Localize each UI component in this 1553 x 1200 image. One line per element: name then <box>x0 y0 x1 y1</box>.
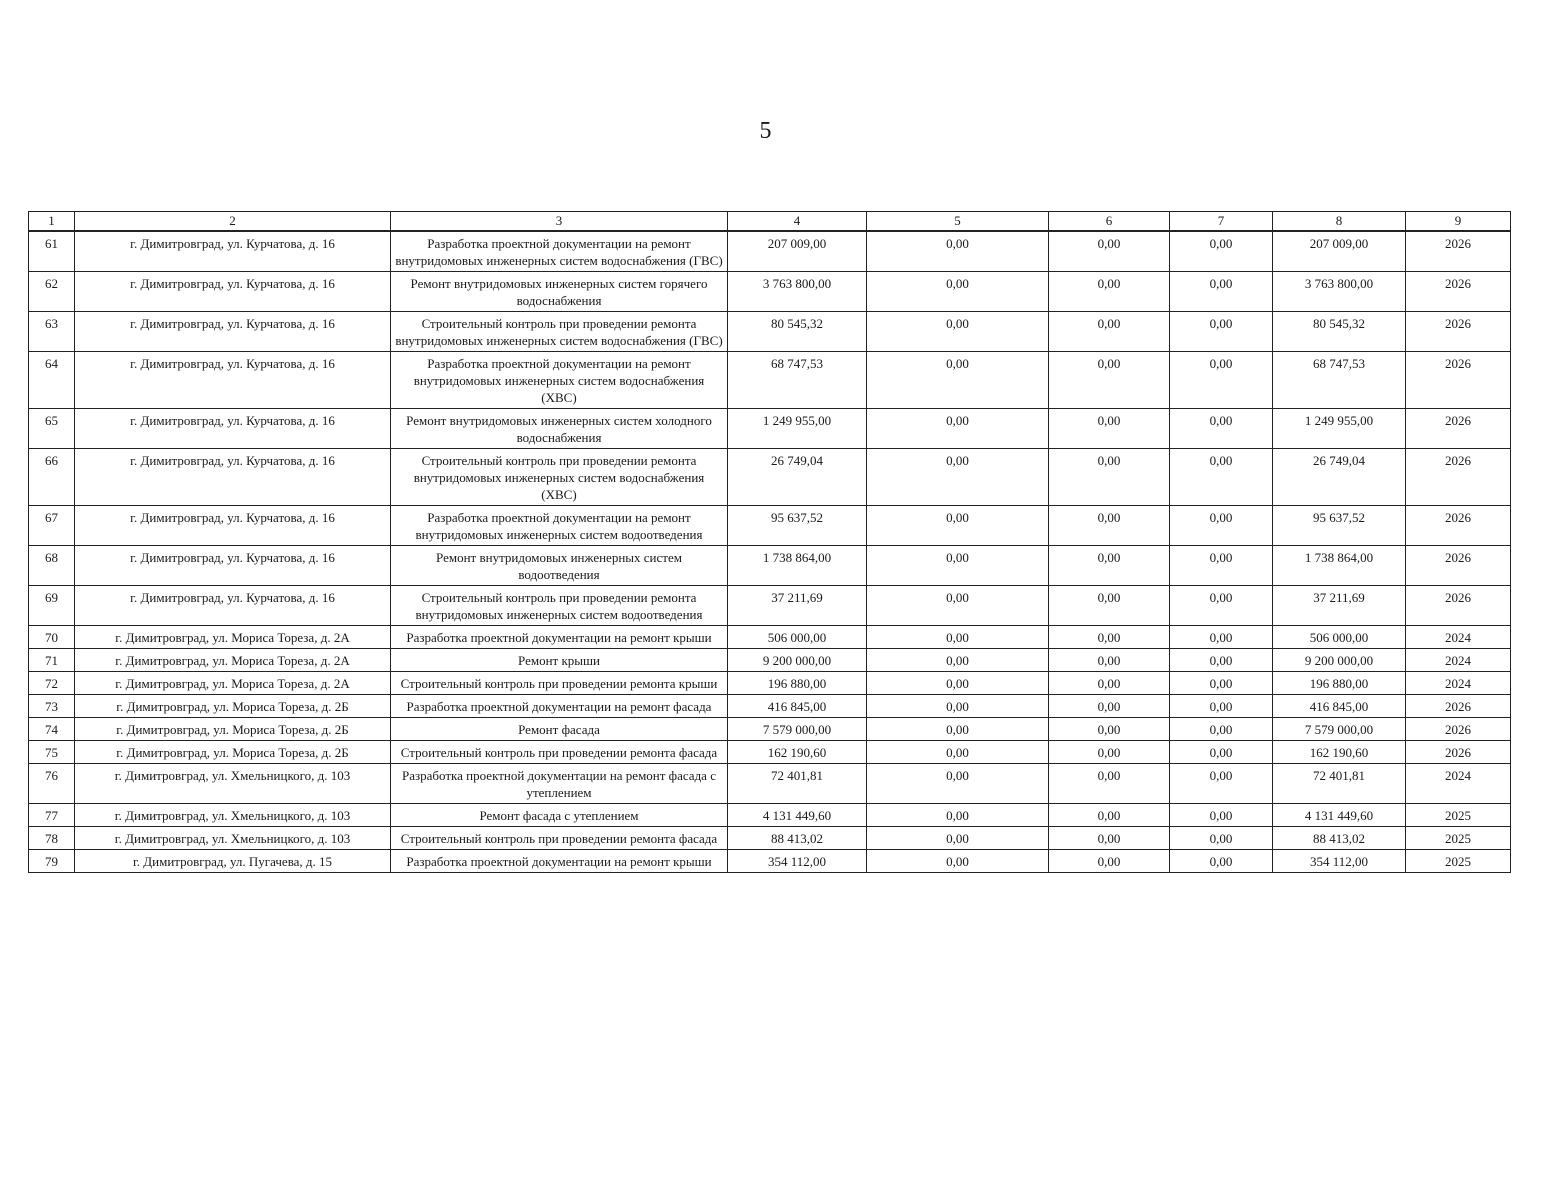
amount-cell: 7 579 000,00 <box>1273 718 1406 741</box>
address-cell: г. Димитровград, ул. Курчатова, д. 16 <box>75 231 391 272</box>
amount-cell: 0,00 <box>1170 695 1273 718</box>
amount-cell: 80 545,32 <box>1273 312 1406 352</box>
row-number: 63 <box>29 312 75 352</box>
year-cell: 2024 <box>1406 672 1511 695</box>
amount-cell: 0,00 <box>867 449 1049 506</box>
amount-cell: 0,00 <box>867 741 1049 764</box>
amount-cell: 3 763 800,00 <box>1273 272 1406 312</box>
amount-cell: 0,00 <box>1049 804 1170 827</box>
amount-cell: 1 738 864,00 <box>728 546 867 586</box>
year-cell: 2026 <box>1406 352 1511 409</box>
amount-cell: 88 413,02 <box>1273 827 1406 850</box>
work-description-cell: Разработка проектной документации на ремонт внутридомовых инженерных систем водоснабжения (ХВС) <box>391 352 728 409</box>
amount-cell: 0,00 <box>1049 449 1170 506</box>
work-description-cell: Строительный контроль при проведении ремонта внутридомовых инженерных систем водоснабжения (ГВС) <box>391 312 728 352</box>
amount-cell: 9 200 000,00 <box>1273 649 1406 672</box>
amount-cell: 4 131 449,60 <box>728 804 867 827</box>
amount-cell: 0,00 <box>867 672 1049 695</box>
amount-cell: 3 763 800,00 <box>728 272 867 312</box>
amount-cell: 0,00 <box>1049 672 1170 695</box>
amount-cell: 88 413,02 <box>728 827 867 850</box>
table-row <box>29 695 1511 718</box>
address-cell: г. Димитровград, ул. Курчатова, д. 16 <box>75 272 391 312</box>
page-number: 5 <box>759 118 772 144</box>
amount-cell: 0,00 <box>1049 312 1170 352</box>
table-row <box>29 649 1511 672</box>
amount-cell: 0,00 <box>1170 827 1273 850</box>
amount-cell: 0,00 <box>867 764 1049 804</box>
row-number: 73 <box>29 695 75 718</box>
address-cell: г. Димитровград, ул. Хмельницкого, д. 103 <box>75 804 391 827</box>
row-number: 71 <box>29 649 75 672</box>
amount-cell: 37 211,69 <box>1273 586 1406 626</box>
amount-cell: 0,00 <box>1049 827 1170 850</box>
row-number: 75 <box>29 741 75 764</box>
year-cell: 2026 <box>1406 231 1511 272</box>
work-description-cell: Ремонт крыши <box>391 649 728 672</box>
amount-cell: 68 747,53 <box>728 352 867 409</box>
table-row <box>29 764 1511 804</box>
work-description-cell: Разработка проектной документации на ремонт фасада с утеплением <box>391 764 728 804</box>
year-cell: 2025 <box>1406 827 1511 850</box>
amount-cell: 26 749,04 <box>1273 449 1406 506</box>
table-row <box>29 409 1511 449</box>
row-number: 66 <box>29 449 75 506</box>
work-description-cell: Ремонт внутридомовых инженерных систем холодного водоснабжения <box>391 409 728 449</box>
amount-cell: 0,00 <box>1170 312 1273 352</box>
row-number: 65 <box>29 409 75 449</box>
address-cell: г. Димитровград, ул. Курчатова, д. 16 <box>75 586 391 626</box>
table-row <box>29 546 1511 586</box>
year-cell: 2026 <box>1406 718 1511 741</box>
address-cell: г. Димитровград, ул. Хмельницкого, д. 103 <box>75 764 391 804</box>
table-row <box>29 272 1511 312</box>
work-description-cell: Строительный контроль при проведении ремонта фасада <box>391 741 728 764</box>
row-number: 61 <box>29 231 75 272</box>
work-description-cell: Ремонт внутридомовых инженерных систем водоотведения <box>391 546 728 586</box>
amount-cell: 0,00 <box>867 649 1049 672</box>
table-row <box>29 506 1511 546</box>
amount-cell: 26 749,04 <box>728 449 867 506</box>
amount-cell: 0,00 <box>1170 546 1273 586</box>
amount-cell: 0,00 <box>867 586 1049 626</box>
amount-cell: 0,00 <box>867 804 1049 827</box>
table-header-row <box>29 212 1511 232</box>
table-body <box>29 231 1511 873</box>
year-cell: 2026 <box>1406 272 1511 312</box>
work-description-cell: Строительный контроль при проведении ремонта внутридомовых инженерных систем водоотведения <box>391 586 728 626</box>
address-cell: г. Димитровград, ул. Мориса Тореза, д. 2А <box>75 672 391 695</box>
amount-cell: 416 845,00 <box>728 695 867 718</box>
address-cell: г. Димитровград, ул. Курчатова, д. 16 <box>75 312 391 352</box>
amount-cell: 196 880,00 <box>728 672 867 695</box>
year-cell: 2026 <box>1406 409 1511 449</box>
row-number: 74 <box>29 718 75 741</box>
amount-cell: 506 000,00 <box>1273 626 1406 649</box>
amount-cell: 0,00 <box>1049 649 1170 672</box>
amount-cell: 0,00 <box>1170 718 1273 741</box>
amount-cell: 0,00 <box>1170 741 1273 764</box>
year-cell: 2024 <box>1406 626 1511 649</box>
table-row <box>29 741 1511 764</box>
amount-cell: 207 009,00 <box>728 231 867 272</box>
work-description-cell: Разработка проектной документации на ремонт фасада <box>391 695 728 718</box>
amount-cell: 0,00 <box>1170 506 1273 546</box>
amount-cell: 0,00 <box>867 409 1049 449</box>
table-row <box>29 718 1511 741</box>
amount-cell: 0,00 <box>867 506 1049 546</box>
amount-cell: 0,00 <box>1049 850 1170 873</box>
address-cell: г. Димитровград, ул. Курчатова, д. 16 <box>75 352 391 409</box>
amount-cell: 9 200 000,00 <box>728 649 867 672</box>
row-number: 78 <box>29 827 75 850</box>
address-cell: г. Димитровград, ул. Курчатова, д. 16 <box>75 546 391 586</box>
amount-cell: 0,00 <box>1049 764 1170 804</box>
amount-cell: 0,00 <box>1049 352 1170 409</box>
amount-cell: 0,00 <box>867 272 1049 312</box>
amount-cell: 0,00 <box>867 312 1049 352</box>
address-cell: г. Димитровград, ул. Мориса Тореза, д. 2Б <box>75 718 391 741</box>
address-cell: г. Димитровград, ул. Мориса Тореза, д. 2Б <box>75 695 391 718</box>
row-number: 72 <box>29 672 75 695</box>
column-header: 6 <box>1049 212 1170 232</box>
amount-cell: 72 401,81 <box>728 764 867 804</box>
work-description-cell: Разработка проектной документации на ремонт крыши <box>391 626 728 649</box>
amount-cell: 0,00 <box>1049 506 1170 546</box>
amount-cell: 207 009,00 <box>1273 231 1406 272</box>
amount-cell: 354 112,00 <box>728 850 867 873</box>
amount-cell: 1 249 955,00 <box>1273 409 1406 449</box>
year-cell: 2026 <box>1406 449 1511 506</box>
amount-cell: 0,00 <box>1170 352 1273 409</box>
amount-cell: 162 190,60 <box>1273 741 1406 764</box>
year-cell: 2026 <box>1406 586 1511 626</box>
amount-cell: 0,00 <box>1049 626 1170 649</box>
work-description-cell: Ремонт фасада <box>391 718 728 741</box>
column-header: 2 <box>75 212 391 232</box>
amount-cell: 0,00 <box>867 850 1049 873</box>
row-number: 70 <box>29 626 75 649</box>
column-header: 1 <box>29 212 75 232</box>
amount-cell: 162 190,60 <box>728 741 867 764</box>
row-number: 79 <box>29 850 75 873</box>
amount-cell: 37 211,69 <box>728 586 867 626</box>
amount-cell: 4 131 449,60 <box>1273 804 1406 827</box>
amount-cell: 0,00 <box>867 695 1049 718</box>
amount-cell: 72 401,81 <box>1273 764 1406 804</box>
table-row <box>29 586 1511 626</box>
amount-cell: 0,00 <box>1049 546 1170 586</box>
work-description-cell: Разработка проектной документации на ремонт внутридомовых инженерных систем водоотведения <box>391 506 728 546</box>
amount-cell: 0,00 <box>1049 718 1170 741</box>
year-cell: 2024 <box>1406 764 1511 804</box>
year-cell: 2026 <box>1406 312 1511 352</box>
year-cell: 2026 <box>1406 506 1511 546</box>
amount-cell: 506 000,00 <box>728 626 867 649</box>
work-description-cell: Строительный контроль при проведении ремонта фасада <box>391 827 728 850</box>
address-cell: г. Димитровград, ул. Мориса Тореза, д. 2А <box>75 649 391 672</box>
amount-cell: 0,00 <box>1170 764 1273 804</box>
amount-cell: 7 579 000,00 <box>728 718 867 741</box>
row-number: 69 <box>29 586 75 626</box>
address-cell: г. Димитровград, ул. Мориса Тореза, д. 2А <box>75 626 391 649</box>
amount-cell: 95 637,52 <box>728 506 867 546</box>
address-cell: г. Димитровград, ул. Курчатова, д. 16 <box>75 409 391 449</box>
amount-cell: 0,00 <box>1049 741 1170 764</box>
address-cell: г. Димитровград, ул. Хмельницкого, д. 103 <box>75 827 391 850</box>
work-description-cell: Ремонт фасада с утеплением <box>391 804 728 827</box>
amount-cell: 0,00 <box>1049 272 1170 312</box>
address-cell: г. Димитровград, ул. Курчатова, д. 16 <box>75 449 391 506</box>
amount-cell: 68 747,53 <box>1273 352 1406 409</box>
table-row <box>29 804 1511 827</box>
amount-cell: 0,00 <box>1170 626 1273 649</box>
amount-cell: 0,00 <box>867 626 1049 649</box>
row-number: 68 <box>29 546 75 586</box>
year-cell: 2026 <box>1406 741 1511 764</box>
column-header: 4 <box>728 212 867 232</box>
year-cell: 2025 <box>1406 804 1511 827</box>
amount-cell: 0,00 <box>867 827 1049 850</box>
row-number: 64 <box>29 352 75 409</box>
table-row <box>29 231 1511 272</box>
amount-cell: 1 249 955,00 <box>728 409 867 449</box>
year-cell: 2026 <box>1406 546 1511 586</box>
work-description-cell: Ремонт внутридомовых инженерных систем горячего водоснабжения <box>391 272 728 312</box>
column-header: 5 <box>867 212 1049 232</box>
table-row <box>29 827 1511 850</box>
amount-cell: 0,00 <box>1170 231 1273 272</box>
amount-cell: 0,00 <box>1049 409 1170 449</box>
column-header: 8 <box>1273 212 1406 232</box>
work-description-cell: Строительный контроль при проведении ремонта внутридомовых инженерных систем водоснабжения (ХВС) <box>391 449 728 506</box>
amount-cell: 95 637,52 <box>1273 506 1406 546</box>
year-cell: 2024 <box>1406 649 1511 672</box>
amount-cell: 0,00 <box>1049 695 1170 718</box>
year-cell: 2025 <box>1406 850 1511 873</box>
work-description-cell: Разработка проектной документации на ремонт внутридомовых инженерных систем водоснабжения (ГВС) <box>391 231 728 272</box>
row-number: 77 <box>29 804 75 827</box>
address-cell: г. Димитровград, ул. Мориса Тореза, д. 2Б <box>75 741 391 764</box>
table-row <box>29 449 1511 506</box>
table-row <box>29 312 1511 352</box>
works-table <box>28 211 1511 873</box>
table-row <box>29 352 1511 409</box>
address-cell: г. Димитровград, ул. Пугачева, д. 15 <box>75 850 391 873</box>
amount-cell: 0,00 <box>1170 449 1273 506</box>
column-header: 3 <box>391 212 728 232</box>
amount-cell: 0,00 <box>867 546 1049 586</box>
amount-cell: 0,00 <box>1170 804 1273 827</box>
amount-cell: 0,00 <box>1170 272 1273 312</box>
row-number: 67 <box>29 506 75 546</box>
amount-cell: 0,00 <box>867 718 1049 741</box>
amount-cell: 0,00 <box>1049 231 1170 272</box>
work-description-cell: Разработка проектной документации на ремонт крыши <box>391 850 728 873</box>
year-cell: 2026 <box>1406 695 1511 718</box>
work-description-cell: Строительный контроль при проведении ремонта крыши <box>391 672 728 695</box>
amount-cell: 80 545,32 <box>728 312 867 352</box>
address-cell: г. Димитровград, ул. Курчатова, д. 16 <box>75 506 391 546</box>
amount-cell: 0,00 <box>1170 649 1273 672</box>
column-header: 9 <box>1406 212 1511 232</box>
amount-cell: 416 845,00 <box>1273 695 1406 718</box>
amount-cell: 0,00 <box>867 352 1049 409</box>
amount-cell: 354 112,00 <box>1273 850 1406 873</box>
table-row <box>29 672 1511 695</box>
amount-cell: 0,00 <box>867 231 1049 272</box>
amount-cell: 0,00 <box>1170 409 1273 449</box>
table-row <box>29 850 1511 873</box>
amount-cell: 1 738 864,00 <box>1273 546 1406 586</box>
amount-cell: 0,00 <box>1170 586 1273 626</box>
amount-cell: 0,00 <box>1170 850 1273 873</box>
amount-cell: 0,00 <box>1170 672 1273 695</box>
table-row <box>29 626 1511 649</box>
column-header: 7 <box>1170 212 1273 232</box>
amount-cell: 196 880,00 <box>1273 672 1406 695</box>
row-number: 76 <box>29 764 75 804</box>
row-number: 62 <box>29 272 75 312</box>
amount-cell: 0,00 <box>1049 586 1170 626</box>
